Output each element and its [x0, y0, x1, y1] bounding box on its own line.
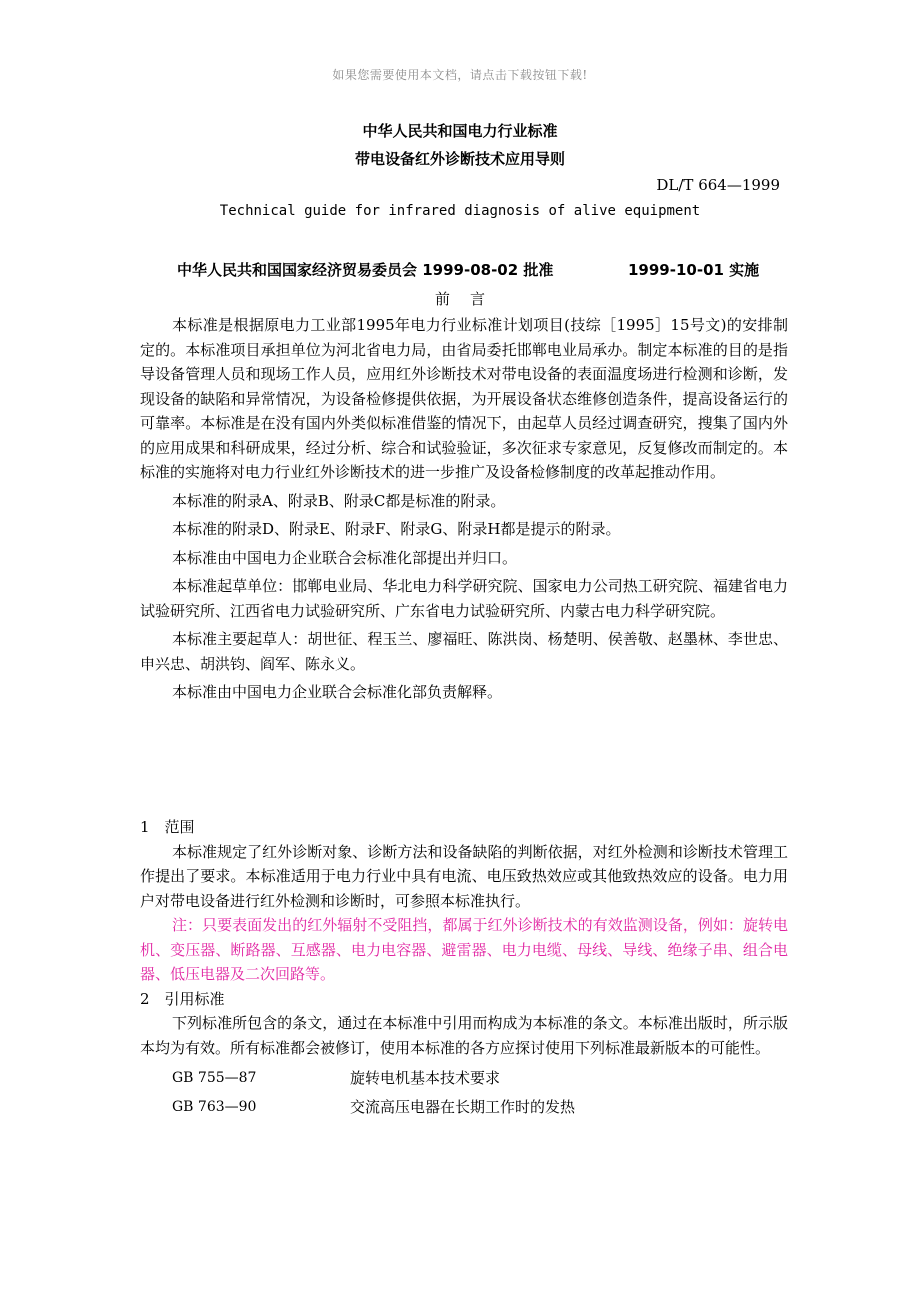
reference-code: GB 755—87: [172, 1070, 257, 1086]
preface-paragraph: 本标准主要起草人：胡世征、程玉兰、廖福旺、陈洪岗、杨楚明、侯善敬、赵墨林、李世忠、申兴忠、胡洪钧、阎军、陈永义。: [140, 630, 788, 673]
section-heading: 1 范围: [140, 818, 195, 836]
reference-code: GB 763—90: [172, 1098, 257, 1115]
approval-line: [177, 259, 760, 280]
standard-code: DL/T 664—1999: [656, 176, 780, 194]
reference-row: [140, 1066, 788, 1091]
preface-paragraph: 本标准由中国电力企业联合会标准化部提出并归口。: [172, 548, 518, 567]
preface-heading: 前言: [434, 290, 505, 308]
section-note: 注：只要表面发出的红外辐射不受阻挡，都属于红外诊断技术的有效监测设备，例如：旋转电机、变压器、断路器、互感器、电力电容器、避雷器、电力电缆、母线、导线、绝缘子串、组合电器、低压电器及二次回路等。: [140, 916, 788, 983]
preface-paragraph: 本标准起草单位：邯郸电业局、华北电力科学研究院、国家电力公司热工研究院、福建省电力试验研究所、江西省电力试验研究所、广东省电力试验研究所、内蒙古电力科学研究院。: [140, 577, 788, 620]
reference-row: [140, 1095, 788, 1120]
section-scope: [140, 815, 788, 1123]
approval-authority: 中华人民共和国国家经济贸易委员会 1999-08-02 批准: [177, 261, 554, 279]
preface-paragraph: 本标准的附录A、附录B、附录C都是标准的附录。: [172, 491, 506, 510]
preface-paragraph: 本标准是根据原电力工业部1995年电力行业标准计划项目(技综［1995］15号文)的安排制定的。本标准项目承担单位为河北省电力局，由省局委托邯郸电业局承办。制定本标准的目的是指导设备管理人员和现场工作人员，应用红外诊断技术对带电设备的表面温度场进行检测和诊断，发现设备的缺陷和异常情况，为设备检修提供依据，为开展设备状态维修创造条件，提高设备运行的可靠率。本标准是在没有国内外类似标准借鉴的情况下，由起草人员经过调查研究，搜集了国内外的应用成果和科研成果，经过分析、综合和试验验证，多次征求专家意见，反复修改而制定的。本标准的实施将对电力行业红外诊断技术的进一步推广及设备检修制度的改革起推动作用。: [140, 316, 788, 481]
preface-body: [140, 313, 788, 709]
preface-paragraph: 本标准的附录D、附录E、附录F、附录G、附录H都是提示的附录。: [172, 520, 621, 538]
english-title: Technical guide for infrared diagnosis of alive equipment: [219, 203, 701, 219]
implementation-date: 1999-10-01 实施: [628, 261, 760, 279]
section-paragraph: 本标准规定了红外诊断对象、诊断方法和设备缺陷的判断依据，对红外检测和诊断技术管理工作提出了要求。本标准适用于电力行业中具有电流、电压致热效应或其他致热效应的设备。电力用户对带电设备进行红外检测和诊断时，可参照本标准执行。: [140, 842, 788, 910]
title-sub: 带电设备红外诊断技术应用导则: [354, 150, 565, 168]
preface-paragraph: 本标准由中国电力企业联合会标准化部负责解释。: [172, 683, 503, 701]
reference-name: 旋转电机基本技术要求: [350, 1069, 501, 1087]
section-paragraph: 下列标准所包含的条文，通过在本标准中引用而构成为本标准的条文。本标准出版时，所示版本均为有效。所有标准都会被修订，使用本标准的各方应探讨使用下列标准最新版本的可能性。: [140, 1014, 788, 1057]
title-main: 中华人民共和国电力行业标准: [362, 122, 558, 140]
download-hint: 如果您需要使用本文档，请点击下载按钮下载!: [332, 68, 588, 82]
section-heading: 2 引用标准: [140, 989, 225, 1008]
reference-name: 交流高压电器在长期工作时的发热: [350, 1097, 576, 1116]
